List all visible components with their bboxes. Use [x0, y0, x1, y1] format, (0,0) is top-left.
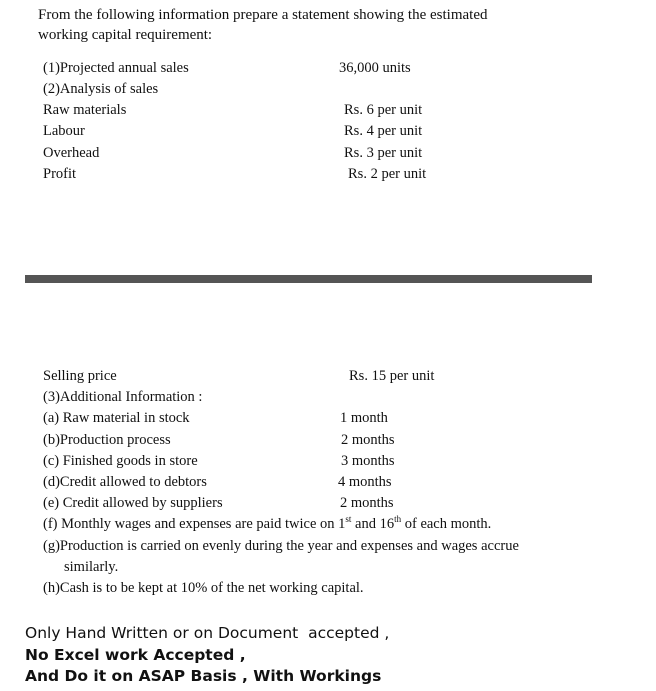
note-line-2: No Excel work Accepted , — [25, 646, 246, 664]
analysis-label: (2)Analysis of sales — [43, 81, 159, 97]
selling-price-value: Rs. 15 per unit — [349, 368, 435, 384]
wages-text-middle: and 16 — [351, 516, 395, 532]
intro-line-2: working capital requirement: — [38, 27, 213, 43]
additional-item-label: (a) Raw material in stock — [43, 410, 190, 426]
additional-info-label: (3)Additional Information : — [43, 389, 203, 405]
cost-item-value: Rs. 4 per unit — [344, 123, 423, 139]
cost-item-value: Rs. 6 per unit — [344, 102, 423, 118]
wages-sup-th: th — [394, 514, 402, 525]
projected-sales-label: (1)Projected annual sales — [43, 60, 189, 76]
wages-sup-st: st — [345, 514, 352, 525]
additional-item-value: 1 month — [340, 410, 388, 426]
additional-item-label: (e) Credit allowed by suppliers — [43, 495, 223, 511]
production-line-1: (g)Production is carried on evenly during the year and expenses and wages accrue — [43, 538, 519, 554]
cost-item-label: Raw materials — [43, 102, 127, 118]
note-line-1: Only Hand Written or on Document accepted , — [25, 624, 390, 642]
cost-item-label: Labour — [43, 123, 85, 139]
additional-item-label: (b)Production process — [43, 432, 171, 448]
selling-price-label: Selling price — [43, 368, 117, 384]
additional-item-value: 2 months — [341, 432, 395, 448]
intro-line-1: From the following information prepare a statement showing the estimated — [38, 7, 488, 23]
cost-item-label: Overhead — [43, 145, 100, 161]
production-line-2: similarly. — [64, 559, 119, 575]
cash-line: (h)Cash is to be kept at 10% of the net working capital. — [43, 580, 364, 596]
wages-text-before: (f) Monthly wages and expenses are paid twice on 1 — [43, 516, 346, 532]
wages-text-after: of each month. — [401, 516, 492, 532]
additional-item-value: 4 months — [338, 474, 392, 490]
cost-item-label: Profit — [43, 166, 77, 182]
additional-item-label: (d)Credit allowed to debtors — [43, 474, 207, 490]
wages-line — [43, 514, 491, 535]
additional-item-value: 2 months — [340, 495, 394, 511]
cost-item-value: Rs. 3 per unit — [344, 145, 423, 161]
projected-sales-value: 36,000 units — [339, 60, 411, 76]
cost-item-value: Rs. 2 per unit — [348, 166, 427, 182]
additional-item-value: 3 months — [341, 453, 395, 469]
note-line-3: And Do it on ASAP Basis , With Workings — [25, 667, 382, 685]
additional-item-label: (c) Finished goods in store — [43, 453, 198, 469]
page-divider — [25, 275, 592, 283]
